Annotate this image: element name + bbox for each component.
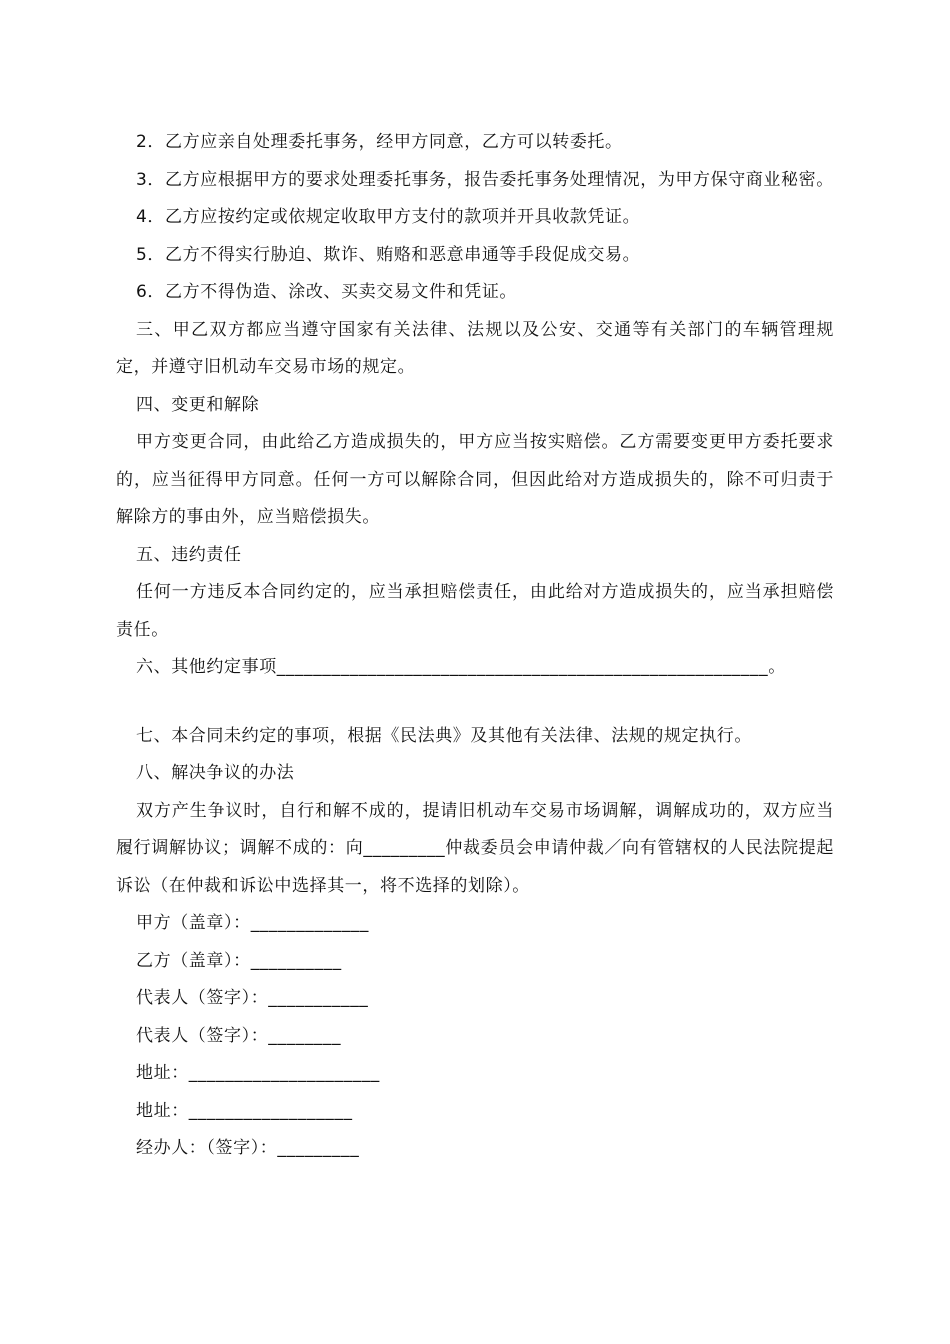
section-4-heading: 四、变更和解除: [136, 394, 260, 415]
clause-4: 4．乙方应按约定或依规定收取甲方支付的款项并开具收款凭证。: [136, 207, 641, 227]
party-a-seal: 甲方（盖章）：_____________: [136, 913, 369, 933]
section-5-body: 任何一方违反本合同约定的，应当承担赔偿责任，由此给对方造成损失的，应当承担赔偿责任。: [116, 582, 834, 640]
clause-6: 6．乙方不得伪造、涂改、买卖交易文件和凭证。: [136, 282, 518, 302]
representative-signature-b: 代表人（签字）：________: [136, 1025, 342, 1046]
clause-2: 2．乙方应亲自处理委托事务，经甲方同意，乙方可以转委托。: [136, 132, 623, 152]
section-3: 三、甲乙双方都应当遵守国家有关法律、法规以及公安、交通等有关部门的车辆管理规定，并遵守旧机动车交易市场的规定。: [116, 319, 834, 377]
address-b: 地址：__________________: [136, 1100, 353, 1121]
contract-page: [116, 124, 834, 1168]
section-8-heading: 八、解决争议的办法: [136, 763, 295, 783]
section-6: 六、其他约定事项______________________________________________________。: [136, 657, 786, 677]
representative-signature-a: 代表人（签字）：___________: [136, 988, 369, 1008]
clause-5: 5．乙方不得实行胁迫、欺诈、贿赂和恶意串通等手段促成交易。: [136, 244, 641, 265]
party-b-seal: 乙方（盖章）：__________: [136, 950, 342, 971]
section-5-heading: 五、违约责任: [136, 544, 242, 565]
section-8-body: 双方产生争议时，自行和解不成的，提请旧机动车交易市场调解，调解成功的，双方应当履行调解协议；调解不成的：向_________仲裁委员会申请仲裁／向有管辖权的人民法院提起诉讼（在仲裁和诉讼中选择其一，将不选择的划除）。: [116, 800, 834, 896]
blank-gap: [116, 687, 834, 718]
address-a: 地址：_____________________: [136, 1063, 380, 1083]
section-4-body: 甲方变更合同，由此给乙方造成损失的，甲方应当按实赔偿。乙方需要变更甲方委托要求的，应当征得甲方同意。任何一方可以解除合同，但因此给对方造成损失的，除不可归责于解除方的事由外，应当赔偿损失。: [116, 432, 834, 527]
clause-3: 3．乙方应根据甲方的要求处理委托事务，报告委托事务处理情况，为甲方保守商业秘密。: [136, 169, 834, 190]
section-7: 七、本合同未约定的事项，根据《民法典》及其他有关法律、法规的规定执行。: [136, 725, 752, 746]
handler-signature: 经办人：（签字）：_________: [136, 1138, 360, 1158]
